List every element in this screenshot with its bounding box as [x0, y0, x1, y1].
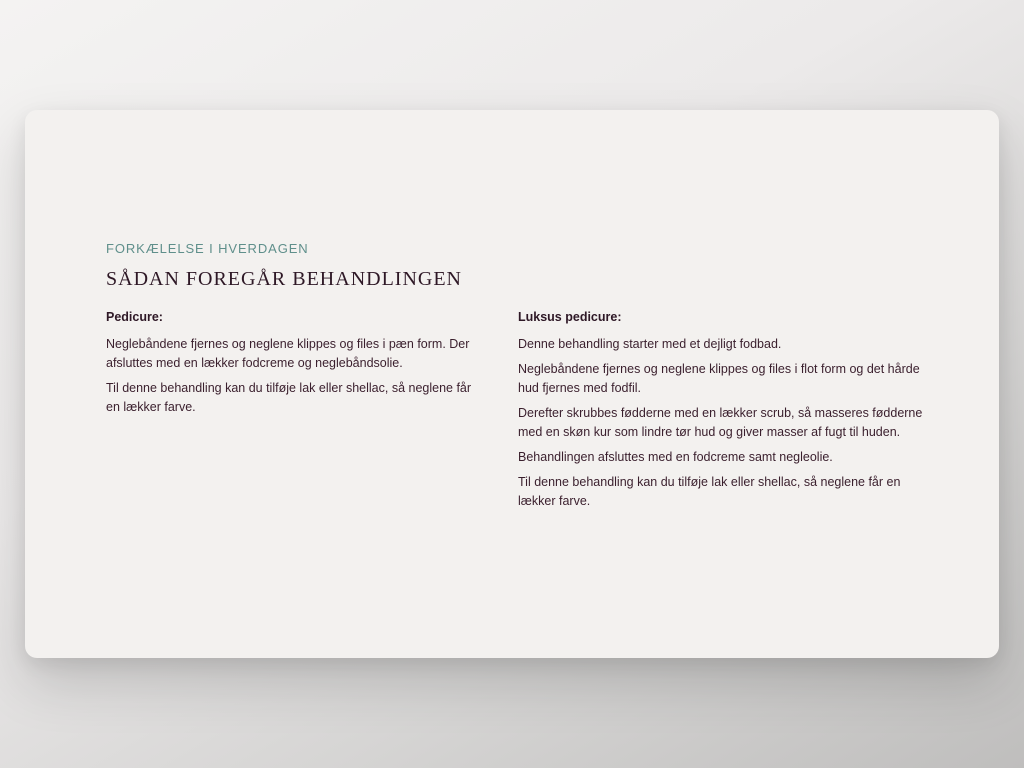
luxury-pedicure-paragraph: Denne behandling starter med et dejligt fodbad.: [518, 337, 782, 351]
pedicure-paragraph: Neglebåndene fjernes og neglene klippes og files i pæn form. Der afsluttes med en lækker fodcreme og neglebåndsolie.: [106, 337, 470, 370]
luxury-pedicure-column: [518, 308, 923, 517]
luxury-pedicure-paragraph: Behandlingen afsluttes med en fodcreme samt negleolie.: [518, 450, 833, 464]
luxury-pedicure-paragraph: Derefter skrubbes fødderne med en lækker scrub, så masseres fødderne med en skøn kur som lindre tør hud og giver masser af fugt til huden.: [518, 406, 923, 439]
pedicure-column: [106, 308, 486, 423]
luxury-pedicure-heading: Luksus pedicure:: [518, 310, 622, 324]
section-eyebrow: FORKÆLELSE I HVERDAGEN: [106, 241, 309, 256]
treatment-card: [25, 110, 999, 658]
section-title: SÅDAN FOREGÅR BEHANDLINGEN: [106, 268, 462, 290]
pedicure-paragraph: Til denne behandling kan du tilføje lak eller shellac, så neglene får en lækker farve.: [106, 381, 472, 414]
luxury-pedicure-paragraph: Til denne behandling kan du tilføje lak eller shellac, så neglene får en lækker farve.: [518, 475, 901, 508]
luxury-pedicure-paragraph: Neglebåndene fjernes og neglene klippes og files i flot form og det hårde hud fjernes med fodfil.: [518, 362, 920, 395]
pedicure-heading: Pedicure:: [106, 310, 163, 324]
